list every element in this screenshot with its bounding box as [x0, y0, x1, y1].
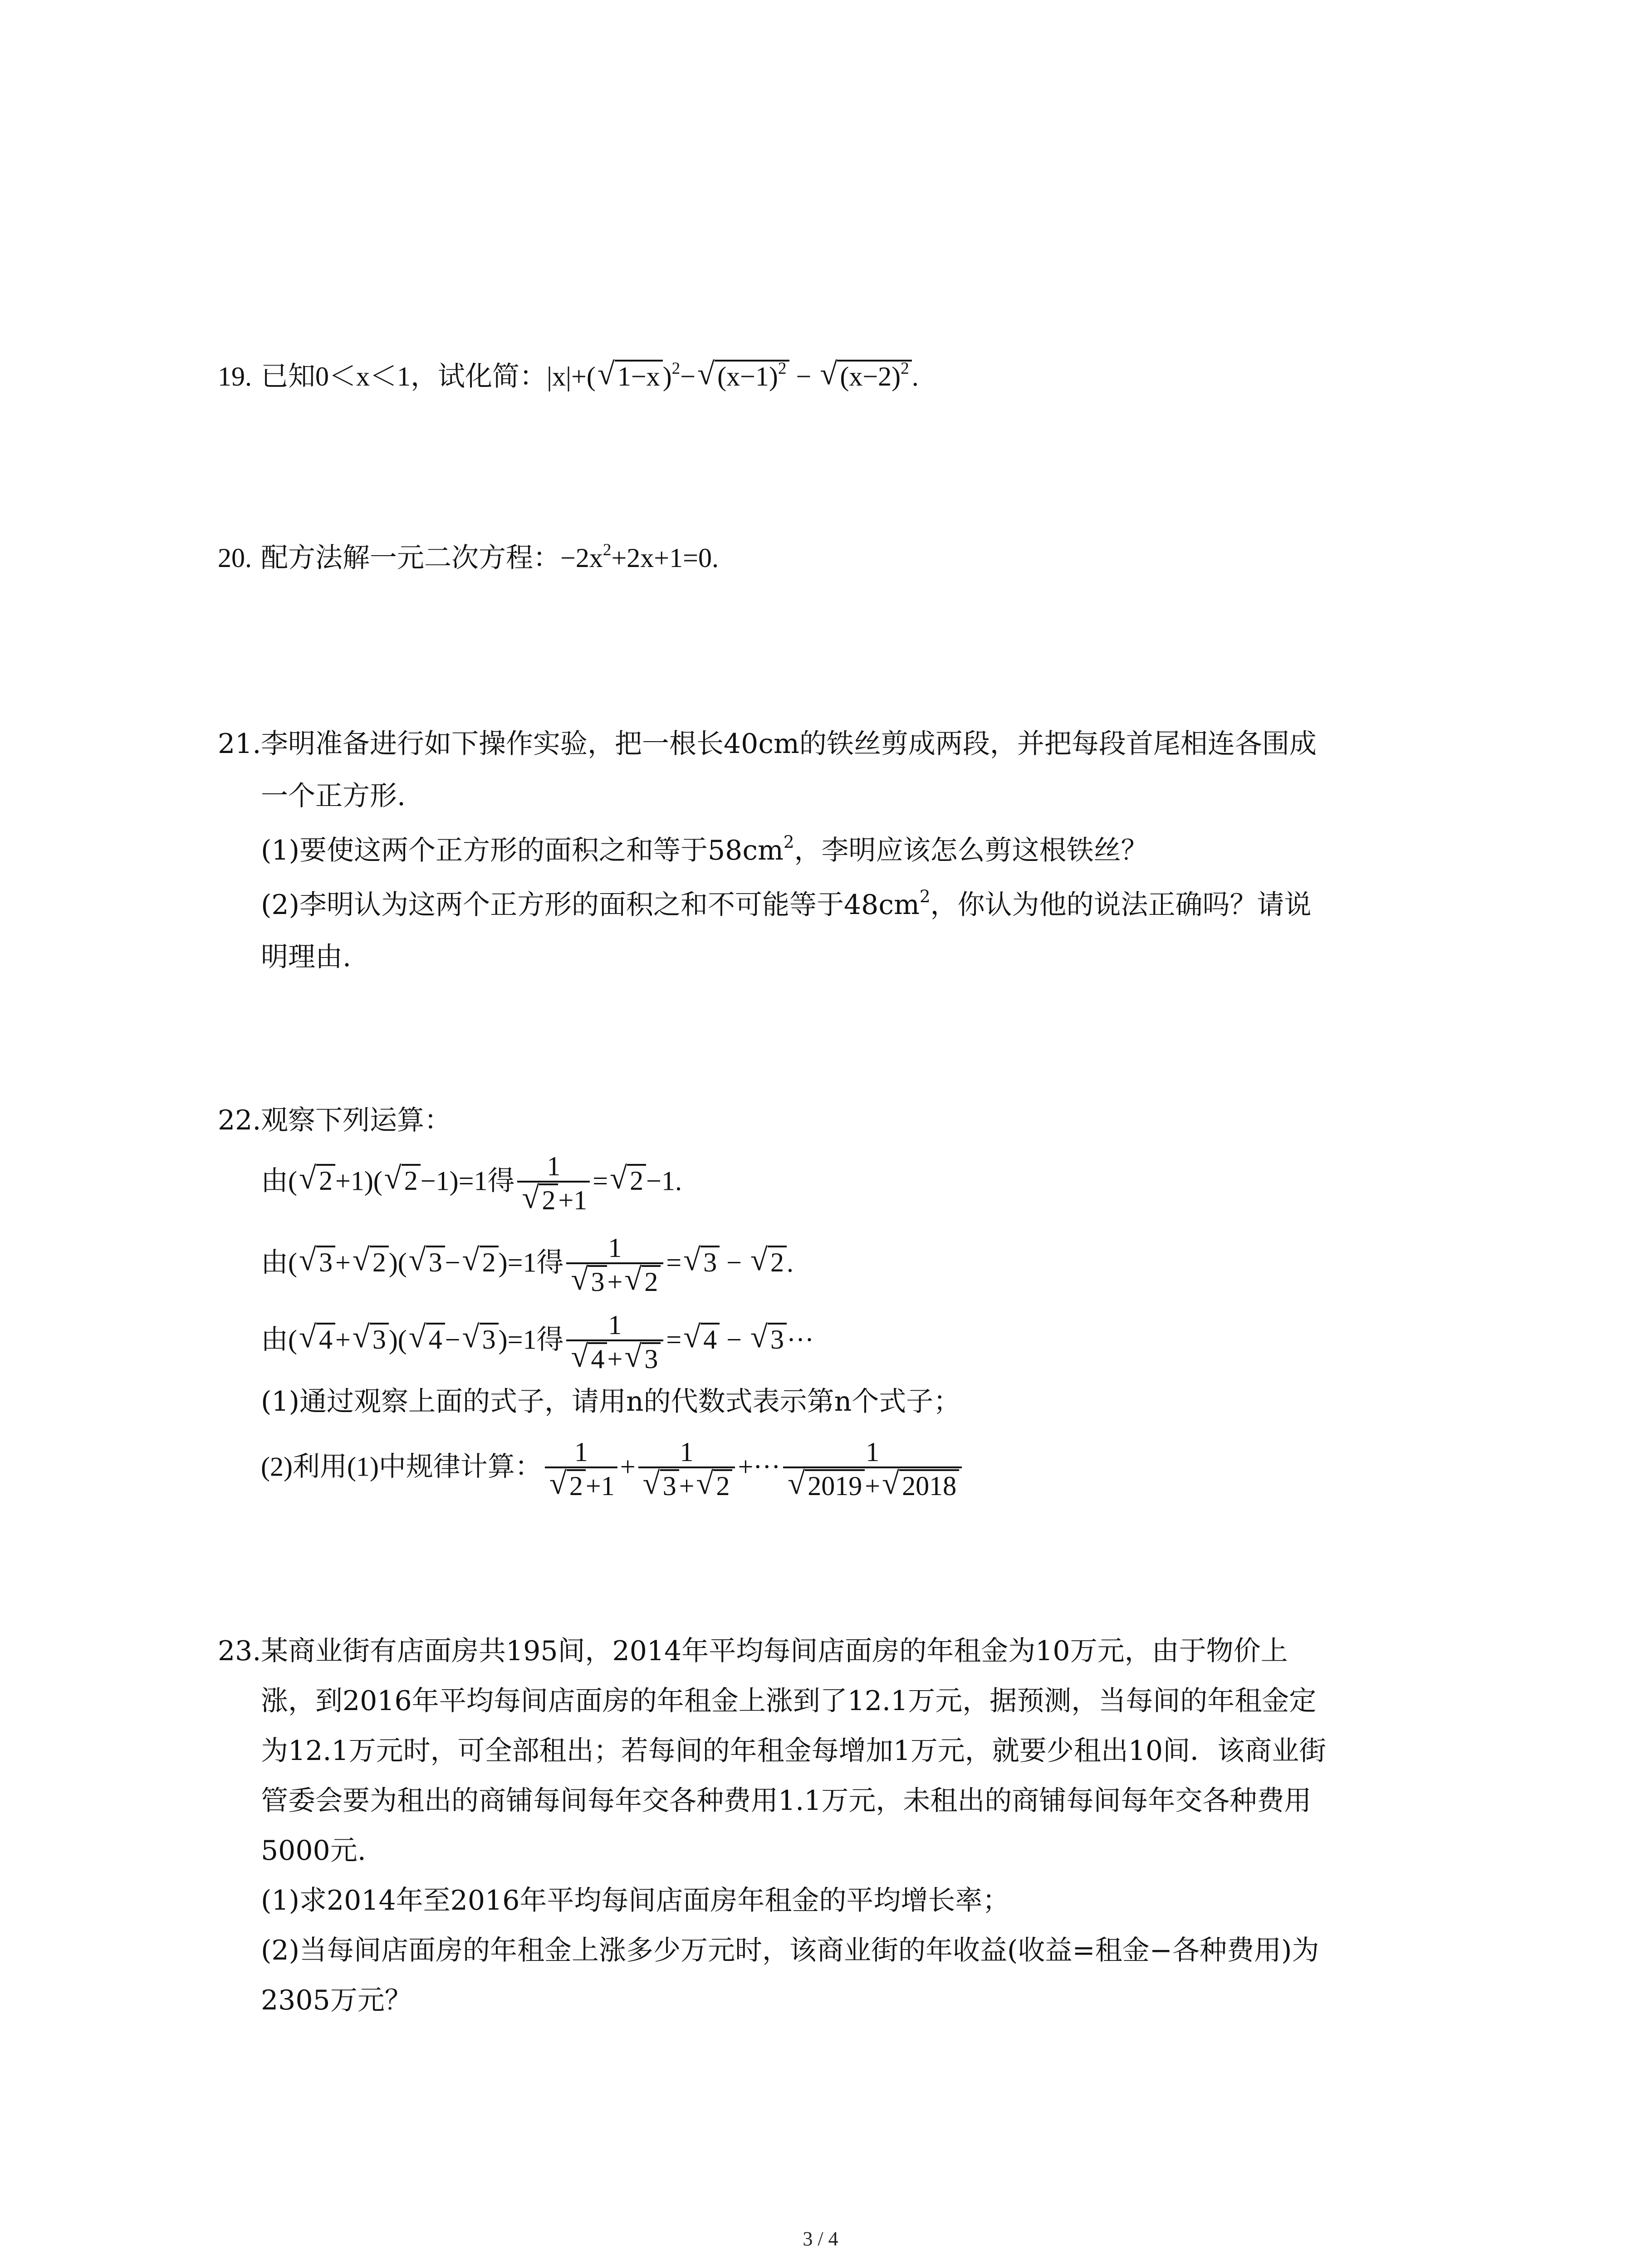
fraction: 1 √ 2 +1	[517, 1152, 590, 1215]
q23-line-2: 涨，到2016年平均每间店面房的年租金上涨到了12.1万元，据预测，当每间的年租金定	[261, 1685, 1317, 1717]
fraction: 1 √ 3 + √ 2	[566, 1234, 663, 1297]
q19-line: 19. 已知0＜x＜1，试化简：|x|+( √ 1−x )$^2$− √ $(x-1)^2$ − √ $(x-2)^2$ .	[218, 358, 919, 395]
q23-line-3: 为12.1万元时，可全部租出；若每间的年租金每增加1万元，就要少租出10间．该商业街	[261, 1735, 1327, 1767]
q21-line-1: 21.李明准备进行如下操作实验，把一根长40cm的铁丝剪成两段，并把每段首尾相连各围成	[218, 726, 1317, 762]
sqrt-x-minus-1-squared: √ $(x-1)^2$	[697, 358, 789, 395]
q23-part-2: (2)当每间店面房的年租金上涨多少万元时，该商业街的年收益(收益=租金−各种费用)为	[261, 1935, 1319, 1966]
q23-part-2-cont: 2305万元？	[261, 1984, 412, 2016]
q22-number: 22.	[218, 1105, 261, 1136]
q21-part-2-cont: 明理由.	[261, 941, 352, 973]
q22-row-3: 由( √ 4 + √ 3 )( √ 4 − √ 3 )=1得 1 √ 4 + √ 3 = √ 4 − √ 3 ···	[261, 1310, 814, 1374]
q23-line-5: 5000元.	[261, 1835, 366, 1867]
q19-number: 19.	[218, 362, 252, 391]
q22-row-1: 由( √ 2 +1)( √ 2 −1)=1得 1 √ 2 +1 = √ 2 −1.	[261, 1151, 682, 1215]
q23-line-1: 23.某商业街有店面房共195间，2014年平均每间店面房的年租金为10万元，由于物价上	[218, 1633, 1288, 1669]
q22-part-2: (2)利用(1)中规律计算： 1 √ 2 +1 + 1 √ 3 + √ 2 +··· 1 √ 2019 + √ 2018	[261, 1438, 965, 1501]
q20-number: 20.	[218, 543, 252, 573]
q23-part-1: (1)求2014年至2016年平均每间店面房年租金的平均增长率；	[261, 1885, 1010, 1916]
fraction: 1 √ 2 +1	[545, 1438, 617, 1501]
q21-line-2: 一个正方形.	[261, 780, 406, 812]
fraction: 1 √ 2019 + √ 2018	[783, 1438, 962, 1501]
q23-number: 23.	[218, 1635, 261, 1667]
sqrt-1-minus-x: √ 1−x	[598, 358, 663, 395]
q21-part-1: (1)要使这两个正方形的面积之和等于$58cm^2$，李明应该怎么剪这根铁丝？	[261, 831, 1148, 866]
page-number: 3 / 4	[803, 2228, 838, 2250]
q22-intro: 22.观察下列运算：	[218, 1102, 451, 1139]
fraction: 1 √ 3 + √ 2	[638, 1438, 735, 1501]
sqrt-x-minus-2-squared: √ $(x-2)^2$	[820, 358, 911, 395]
q21-number: 21.	[218, 728, 261, 760]
q20-line: 20. 配方法解一元二次方程：$-2x^2+2x+1=0$.	[218, 540, 719, 576]
q21-part-2: (2)李明认为这两个正方形的面积之和不可能等于$48cm^2$，你认为他的说法正确吗？请说	[261, 886, 1312, 921]
q23-line-4: 管委会要为租出的商铺每间每年交各种费用1.1万元，未租出的商铺每间每年交各种费用	[261, 1785, 1312, 1817]
fraction: 1 √ 4 + √ 3	[566, 1311, 663, 1374]
q22-part-1: (1)通过观察上面的式子，请用n的代数式表示第n个式子；	[261, 1386, 961, 1418]
q22-row-2: 由( √ 3 + √ 2 )( √ 3 − √ 2 )=1得 1 √ 3 + √ 2 = √ 3 − √ 2 .	[261, 1233, 794, 1297]
